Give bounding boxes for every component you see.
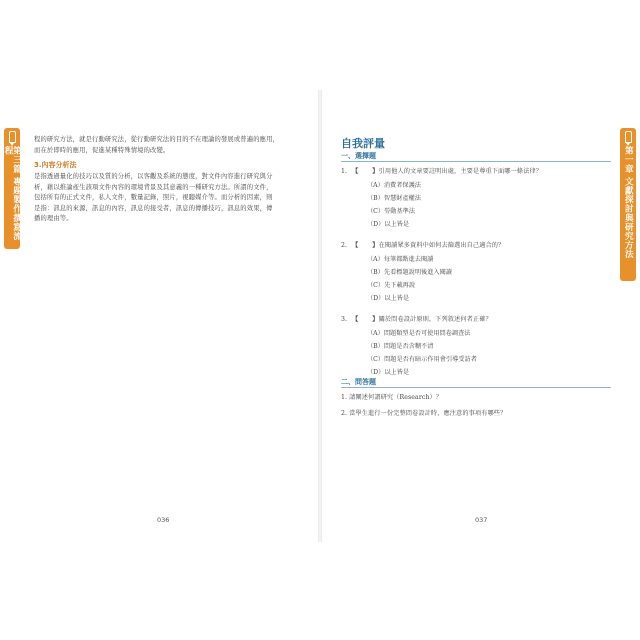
option-b: （B）先看標題說明後進入閱讀 [367, 269, 452, 276]
text-line: 析，藉以推論產生該項文件內容的環境背景及其意義的一種研究方法。所謂的文件， [34, 183, 273, 191]
option-a: （A）每筆都點進去閱讀 [367, 256, 434, 263]
essay-question-2: 2. 當學生進行一份完整問卷設計時，應注意的事項有哪些？ [341, 410, 507, 417]
left-page-number: 036 [157, 516, 170, 524]
right-page-number: 037 [475, 516, 488, 524]
right-chapter-tab [620, 128, 636, 281]
pencil-icon [9, 131, 16, 143]
answer-bracket-close: 】 [372, 316, 379, 323]
left-page [0, 90, 319, 542]
question-text: 引用他人的文章要註明出處，主要是尊重下面哪一條法律？ [378, 168, 543, 175]
book-gutter [318, 90, 322, 542]
option-c: （C）先下載再說 [367, 282, 416, 289]
section-divider [341, 387, 611, 388]
text-line: 是指透過量化的技巧以及質的分析，以客觀及系統的態度，對文件內容進行研究與分 [34, 173, 273, 180]
option-a: （A）消費者保護法 [367, 182, 421, 189]
essay-questions-heading: 二、問答題 [341, 378, 376, 386]
content-analysis-paragraph [34, 172, 296, 225]
answer-bracket-close: 】 [372, 242, 379, 249]
question-2 [341, 240, 504, 249]
option-b: （B）問題是否含糊不清 [367, 343, 434, 350]
right-chapter-tab-label: 第一章 文獻探討與研究方法 [623, 146, 634, 259]
text-line: 是指：訊息的來源，訊息的內容，訊息的接受者，訊息的傳播技巧，訊息的效果，傳 [34, 204, 273, 212]
self-assessment-title: 自我評量 [341, 137, 385, 150]
option-a: （A）問題類型是否可使用問卷調查法 [367, 330, 471, 337]
left-chapter-tab-label: 第三篇 專題製作撰寫流程 [3, 145, 22, 241]
question-number: 2. [341, 242, 348, 249]
question-number: 1. [341, 168, 348, 175]
question-text: 在閱讀眾多資料中如何去篩選出自己適合的？ [378, 242, 505, 249]
answer-bracket-open: 【 [352, 242, 359, 249]
question-number: 3. [341, 316, 348, 323]
section-divider [341, 161, 611, 162]
option-d: （D）以上皆是 [367, 369, 410, 376]
multiple-choice-heading: 一、選擇題 [341, 152, 376, 160]
text-line: 程的研究方法，就是行動研究法，從行動研究法的目的不在理論的發展或普遍的應用， [34, 136, 279, 143]
option-c: （C）問題是否有暗示作用會引導受訪者 [367, 356, 477, 363]
text-line: 播的理由等。 [34, 215, 73, 223]
section-heading-content-analysis: 3.內容分析法 [34, 161, 77, 169]
question-3 [341, 314, 492, 323]
question-text: 關於問卷設計原則，下列敘述何者正確？ [378, 316, 492, 323]
answer-bracket-close: 】 [372, 168, 379, 175]
essay-question-1: 1. 請闡述何謂研究（Research）？ [341, 394, 443, 401]
option-d: （D）以上皆是 [367, 295, 410, 302]
question-1 [341, 166, 542, 175]
text-line: 而在於即時的應用，促進某種特殊情境的改變。 [34, 146, 170, 154]
left-intro-paragraph [34, 135, 296, 156]
option-d: （D）以上皆是 [367, 221, 410, 228]
answer-bracket-open: 【 [352, 316, 359, 323]
pencil-icon [625, 131, 632, 143]
left-chapter-tab [4, 128, 20, 249]
answer-bracket-open: 【 [352, 168, 359, 175]
option-b: （B）智慧財產權法 [367, 195, 422, 202]
option-c: （C）勞動基準法 [367, 208, 416, 215]
text-line: 包括所有的正式文件，私人文件，數量記錄，照片，視聽媒介等。而分析的因素，則 [34, 194, 273, 202]
